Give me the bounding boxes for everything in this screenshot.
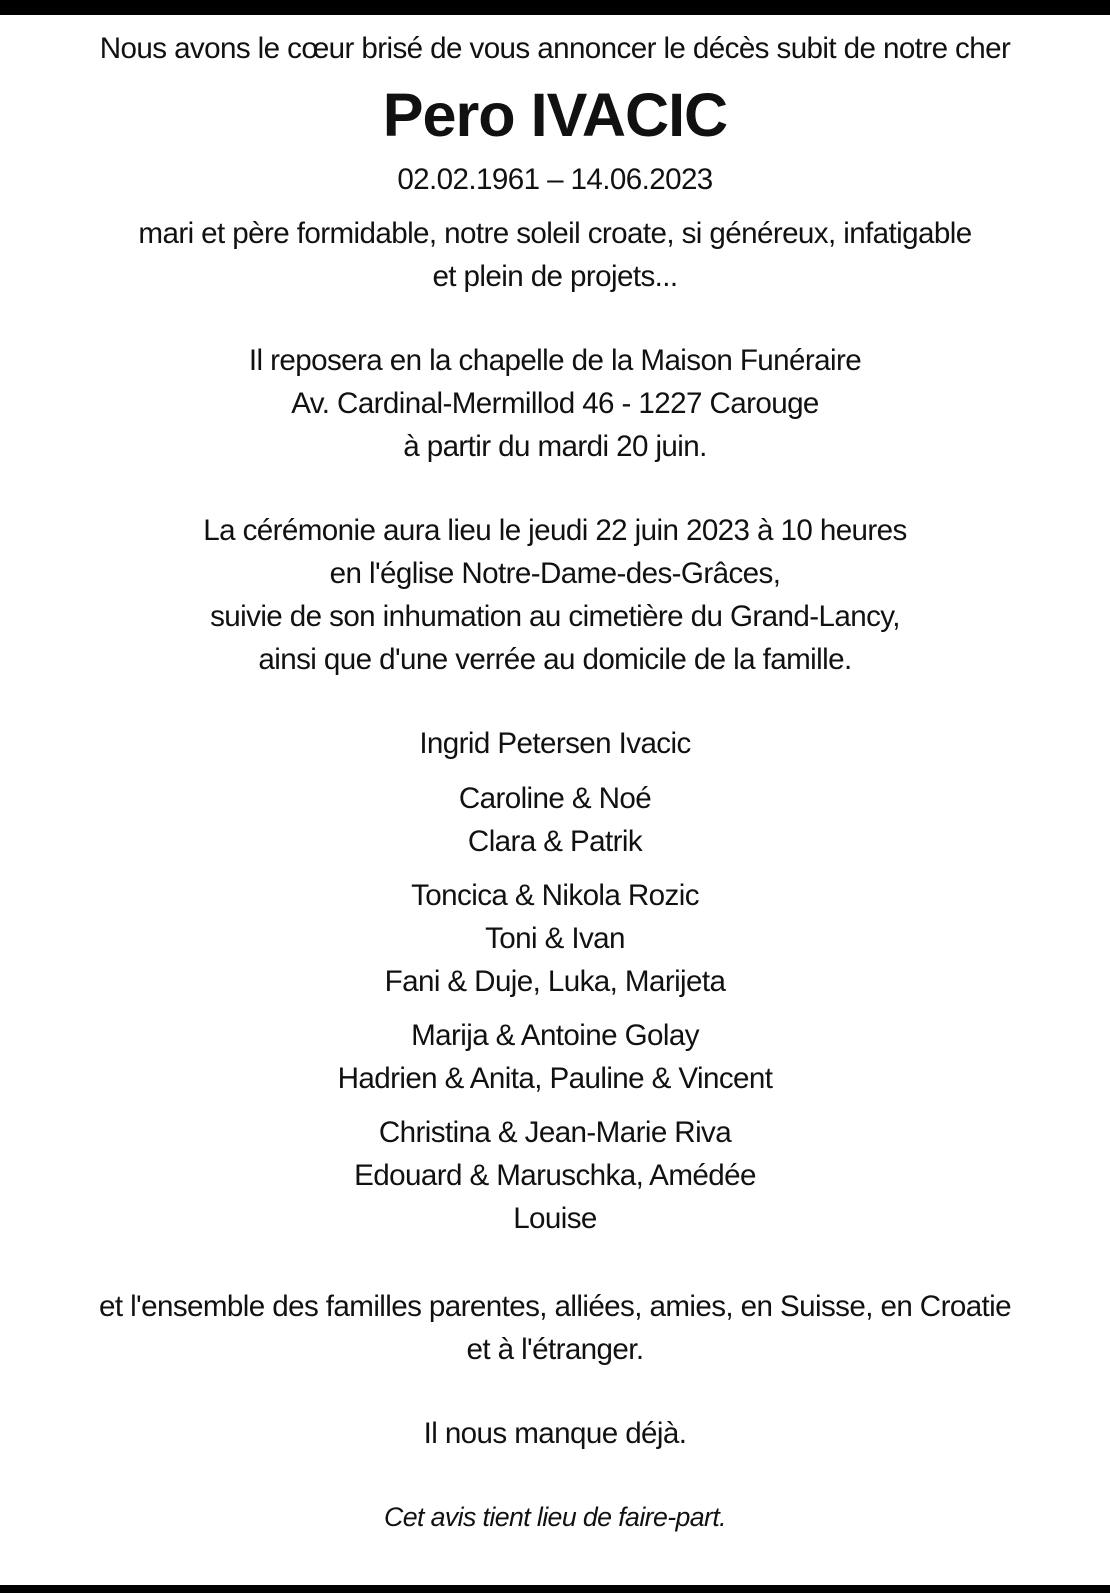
family-member: Louise [513, 1202, 597, 1235]
viewing-line: à partir du mardi 20 juin. [403, 430, 707, 463]
footer-note: Cet avis tient lieu de faire-part. [384, 1502, 726, 1532]
viewing-line: Av. Cardinal-Mermillod 46 - 1227 Carouge [291, 387, 819, 420]
viewing-line: Il reposera en la chapelle de la Maison Funéraire [248, 344, 862, 377]
description-line: et plein de projets... [432, 260, 678, 293]
ceremony-line: suivie de son inhumation au cimetière du Grand-Lancy, [210, 600, 900, 633]
family-group [0, 1014, 1110, 1100]
family-member: Toni & Ivan [485, 922, 625, 955]
description-line: mari et père formidable, notre soleil croate, si généreux, infatigable [138, 217, 972, 250]
ceremony-line: La cérémonie aura lieu le jeudi 22 juin 2023 à 10 heures [203, 514, 907, 547]
family-group [0, 722, 1110, 765]
description-block [0, 212, 1110, 298]
life-dates: 02.02.1961 – 14.06.2023 [397, 163, 713, 196]
family-member: Hadrien & Anita, Pauline & Vincent [337, 1062, 773, 1095]
viewing-block [0, 339, 1110, 468]
death-notice [0, 24, 1110, 1537]
family-member: Edouard & Maruschka, Amédée [354, 1159, 756, 1192]
deceased-name: Pero IVACIC [382, 81, 728, 149]
ceremony-line: ainsi que d'une verrée au domicile de la famille. [258, 643, 852, 676]
extended-family-line: et l'ensemble des familles parentes, alliées, amies, en Suisse, en Croatie [98, 1290, 1012, 1323]
family-member: Toncica & Nikola Rozic [411, 879, 699, 912]
bottom-border [0, 1585, 1110, 1593]
family-group [0, 777, 1110, 863]
family-member: Fani & Duje, Luka, Marijeta [384, 965, 726, 998]
family-member: Christina & Jean-Marie Riva [378, 1116, 732, 1149]
family-member: Caroline & Noé [458, 782, 652, 815]
top-border [0, 0, 1110, 15]
extended-family-line: et à l'étranger. [466, 1333, 644, 1366]
ceremony-block [0, 509, 1110, 681]
family-group [0, 874, 1110, 1003]
intro-text: Nous avons le cœur brisé de vous annoncer le décès subit de notre cher [99, 32, 1011, 65]
family-member: Marija & Antoine Golay [411, 1019, 699, 1052]
family-member: Clara & Patrik [467, 825, 643, 858]
ceremony-line: en l'église Notre-Dame-des-Grâces, [329, 557, 781, 590]
family-member: Ingrid Petersen Ivacic [419, 727, 691, 760]
family-group [0, 1111, 1110, 1240]
extended-family-block [0, 1285, 1110, 1371]
closing-text: Il nous manque déjà. [423, 1417, 687, 1450]
